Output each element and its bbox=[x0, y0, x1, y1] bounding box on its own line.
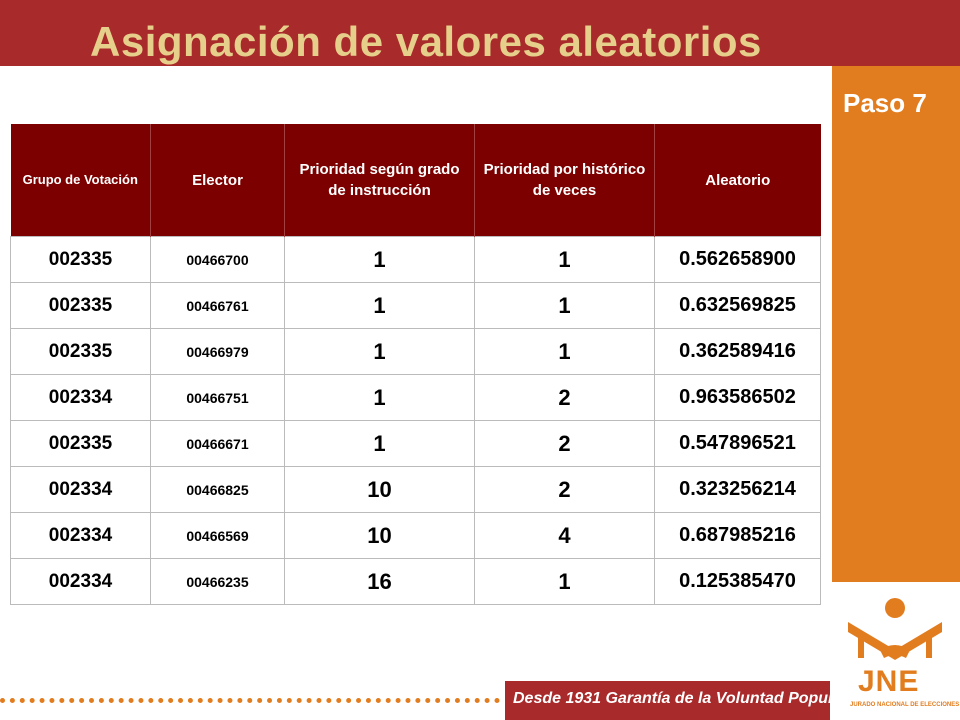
slogan-text: Desde 1931 Garantía de la Voluntad Popular bbox=[513, 690, 848, 707]
header-aleatorio: Aleatorio bbox=[655, 124, 821, 237]
cell-prioridad-instruccion: 10 bbox=[285, 467, 475, 513]
table-row bbox=[11, 329, 821, 375]
logo-text: JNE bbox=[858, 665, 920, 698]
cell-prioridad-instruccion: 1 bbox=[285, 329, 475, 375]
cell-elector: 00466825 bbox=[151, 467, 285, 513]
cell-prioridad-historico: 1 bbox=[475, 237, 655, 283]
cell-prioridad-historico: 1 bbox=[475, 283, 655, 329]
table-header-row bbox=[11, 124, 821, 237]
cell-elector: 00466569 bbox=[151, 513, 285, 559]
cell-grupo: 002335 bbox=[11, 237, 151, 283]
cell-grupo: 002334 bbox=[11, 467, 151, 513]
table-row bbox=[11, 237, 821, 283]
cell-prioridad-instruccion: 1 bbox=[285, 375, 475, 421]
cell-grupo: 002335 bbox=[11, 283, 151, 329]
jne-logo-icon bbox=[840, 592, 952, 720]
cell-grupo: 002334 bbox=[11, 375, 151, 421]
table-row bbox=[11, 559, 821, 605]
header-elector: Elector bbox=[151, 124, 285, 237]
cell-elector: 00466671 bbox=[151, 421, 285, 467]
slogan-banner bbox=[505, 681, 848, 720]
header-grupo: Grupo de Votación bbox=[11, 124, 151, 237]
step-sidebar bbox=[832, 66, 960, 582]
cell-grupo: 002335 bbox=[11, 421, 151, 467]
table-row bbox=[11, 375, 821, 421]
cell-elector: 00466761 bbox=[151, 283, 285, 329]
cell-elector: 00466979 bbox=[151, 329, 285, 375]
cell-grupo: 002335 bbox=[11, 329, 151, 375]
table-row bbox=[11, 467, 821, 513]
step-label: Paso 7 bbox=[843, 88, 927, 118]
cell-prioridad-instruccion: 16 bbox=[285, 559, 475, 605]
cell-elector: 00466700 bbox=[151, 237, 285, 283]
cell-prioridad-instruccion: 1 bbox=[285, 237, 475, 283]
cell-elector: 00466235 bbox=[151, 559, 285, 605]
cell-prioridad-instruccion: 1 bbox=[285, 421, 475, 467]
cell-aleatorio: 0.562658900 bbox=[655, 237, 821, 283]
cell-prioridad-historico: 4 bbox=[475, 513, 655, 559]
header-prioridad-instruccion: Prioridad según grado de instrucción bbox=[285, 124, 475, 237]
table-row bbox=[11, 283, 821, 329]
cell-prioridad-instruccion: 10 bbox=[285, 513, 475, 559]
cell-aleatorio: 0.547896521 bbox=[655, 421, 821, 467]
cell-aleatorio: 0.687985216 bbox=[655, 513, 821, 559]
cell-aleatorio: 0.362589416 bbox=[655, 329, 821, 375]
cell-prioridad-historico: 2 bbox=[475, 375, 655, 421]
slide-title: Asignación de valores aleatorios bbox=[90, 18, 762, 65]
table-row bbox=[11, 513, 821, 559]
logo-subtitle: JURADO NACIONAL DE ELECCIONES bbox=[850, 702, 960, 708]
cell-prioridad-historico: 2 bbox=[475, 421, 655, 467]
cell-prioridad-historico: 1 bbox=[475, 329, 655, 375]
table-row bbox=[11, 421, 821, 467]
cell-aleatorio: 0.125385470 bbox=[655, 559, 821, 605]
header-prioridad-historico: Prioridad por histórico de veces bbox=[475, 124, 655, 237]
cell-prioridad-historico: 1 bbox=[475, 559, 655, 605]
cell-elector: 00466751 bbox=[151, 375, 285, 421]
cell-aleatorio: 0.323256214 bbox=[655, 467, 821, 513]
cell-grupo: 002334 bbox=[11, 559, 151, 605]
dotted-divider bbox=[0, 698, 500, 703]
data-table bbox=[10, 124, 821, 605]
cell-grupo: 002334 bbox=[11, 513, 151, 559]
cell-aleatorio: 0.963586502 bbox=[655, 375, 821, 421]
cell-prioridad-instruccion: 1 bbox=[285, 283, 475, 329]
cell-prioridad-historico: 2 bbox=[475, 467, 655, 513]
cell-aleatorio: 0.632569825 bbox=[655, 283, 821, 329]
